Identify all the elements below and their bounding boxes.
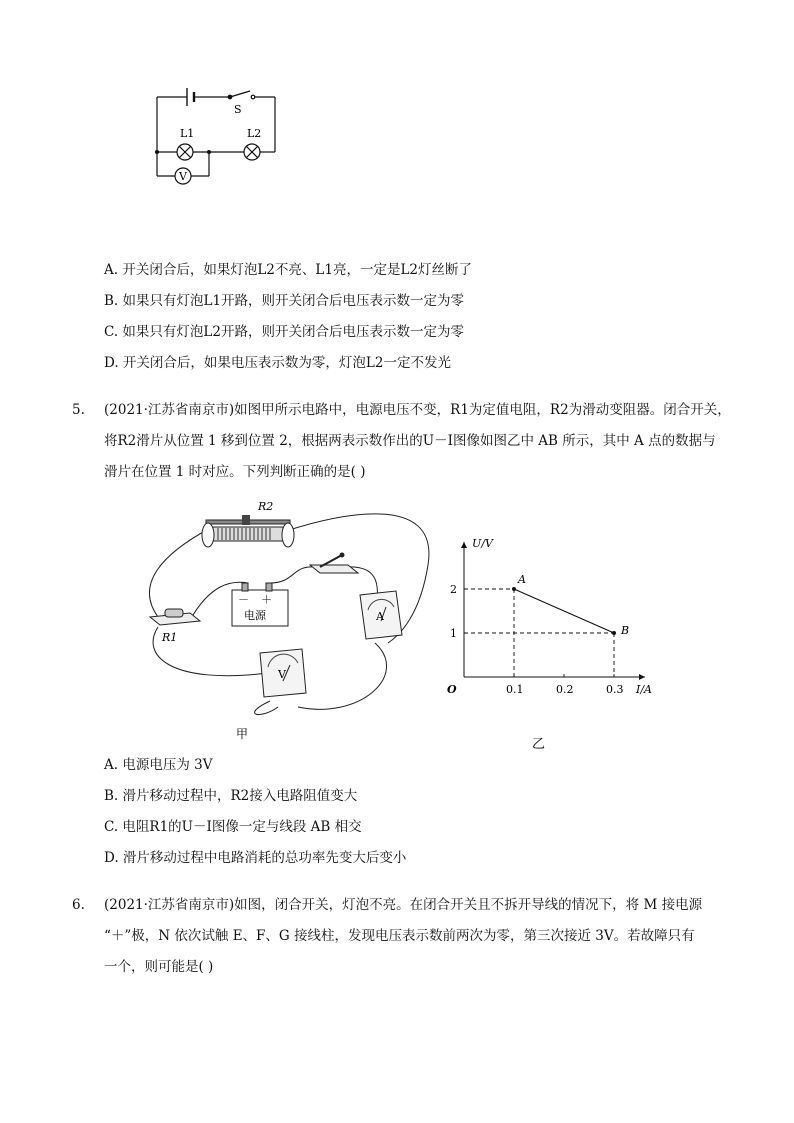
- q5-stem-line-3: 滑片在位置 1 时对应。下列判断正确的是( ): [104, 464, 366, 480]
- q5-option-c: C. 电阻R1的U－I图像一定与线段 AB 相交: [104, 819, 362, 835]
- source-label: 电源: [244, 609, 266, 622]
- voltmeter-label: V: [179, 170, 187, 183]
- y-axis-label: U/V: [472, 537, 493, 550]
- ammeter-label: A: [376, 610, 384, 623]
- origin-label: O: [447, 683, 457, 696]
- figure-jia-caption: 甲: [236, 727, 249, 741]
- point-label-a: A: [518, 573, 526, 586]
- rheostat-r2: [202, 515, 294, 547]
- resistor-r1: [150, 609, 200, 625]
- q6-number: 6.: [72, 897, 85, 913]
- y-tick-label: 2: [450, 583, 457, 596]
- point-label-b: B: [621, 624, 630, 637]
- r2-label: R2: [258, 500, 274, 513]
- segment-ab: [514, 589, 614, 633]
- y-tick-label: 1: [450, 627, 457, 640]
- q5-option-d: D. 滑片移动过程中电路消耗的总功率先变大后变小: [104, 850, 407, 866]
- switch-label: S: [234, 103, 242, 116]
- circuit-figure-jia: [120, 495, 440, 750]
- r1-label: R1: [162, 631, 178, 644]
- q4-option-a: A. 开关闭合后，如果灯泡L2不亮、L1亮，一定是L2灯丝断了: [104, 262, 472, 278]
- q4-option-d: D. 开关闭合后，如果电压表示数为零，灯泡L2一定不发光: [104, 355, 451, 371]
- point-a: [512, 587, 516, 591]
- x-tick-label: 0.3: [606, 683, 624, 696]
- junction-dot: [207, 150, 211, 154]
- q6-stem-line-3: 一个，则可能是( ): [104, 959, 214, 975]
- q4-option-b: B. 如果只有灯泡L1开路，则开关闭合后电压表示数一定为零: [104, 293, 465, 309]
- point-b: [612, 631, 616, 635]
- voltmeter-label-jia: V: [278, 668, 286, 681]
- source-plus-label: ＋: [261, 593, 272, 606]
- q5-option-a: A. 电源电压为 3V: [104, 757, 213, 773]
- circuit-figure-1: [140, 80, 290, 190]
- q5-stem-line-2: 将R2滑片从位置 1 移到位置 2，根据两表示数作出的U－I图像如图乙中 AB 所示，其中 A 点的数据与: [104, 433, 716, 449]
- x-axis-label: I/A: [636, 683, 652, 696]
- knife-switch: [310, 553, 358, 574]
- junction-dot: [155, 150, 159, 154]
- q5-number: 5.: [72, 402, 85, 418]
- q6-stem-line-1: (2021·江苏省南京市)如图，闭合开关，灯泡不亮。在闭合开关且不拆开导线的情况下，将 M 接电源: [104, 897, 703, 913]
- q4-option-c: C. 如果只有灯泡L2开路，则开关闭合后电压表示数一定为零: [104, 324, 464, 340]
- figure-yi-caption: 乙: [532, 737, 546, 752]
- x-tick-label: 0.1: [506, 683, 524, 696]
- x-tick-label: 0.2: [556, 683, 574, 696]
- lamp-l2-label: L2: [247, 127, 262, 140]
- q5-option-b: B. 滑片移动过程中，R2接入电路阻值变大: [104, 788, 358, 804]
- ui-graph: [440, 530, 675, 755]
- lamp-l1-label: L1: [180, 127, 195, 140]
- q6-stem-line-2: “＋”极，N 依次试触 E、F、G 接线柱，发现电压表示数前两次为零，第三次接近 3V。若故障只有: [104, 928, 695, 944]
- source-minus-label: －: [238, 593, 249, 606]
- q5-stem-line-1: (2021·江苏省南京市)如图甲所示电路中，电源电压不变，R1为定值电阻，R2为滑动变阻器。闭合开关，: [104, 402, 731, 418]
